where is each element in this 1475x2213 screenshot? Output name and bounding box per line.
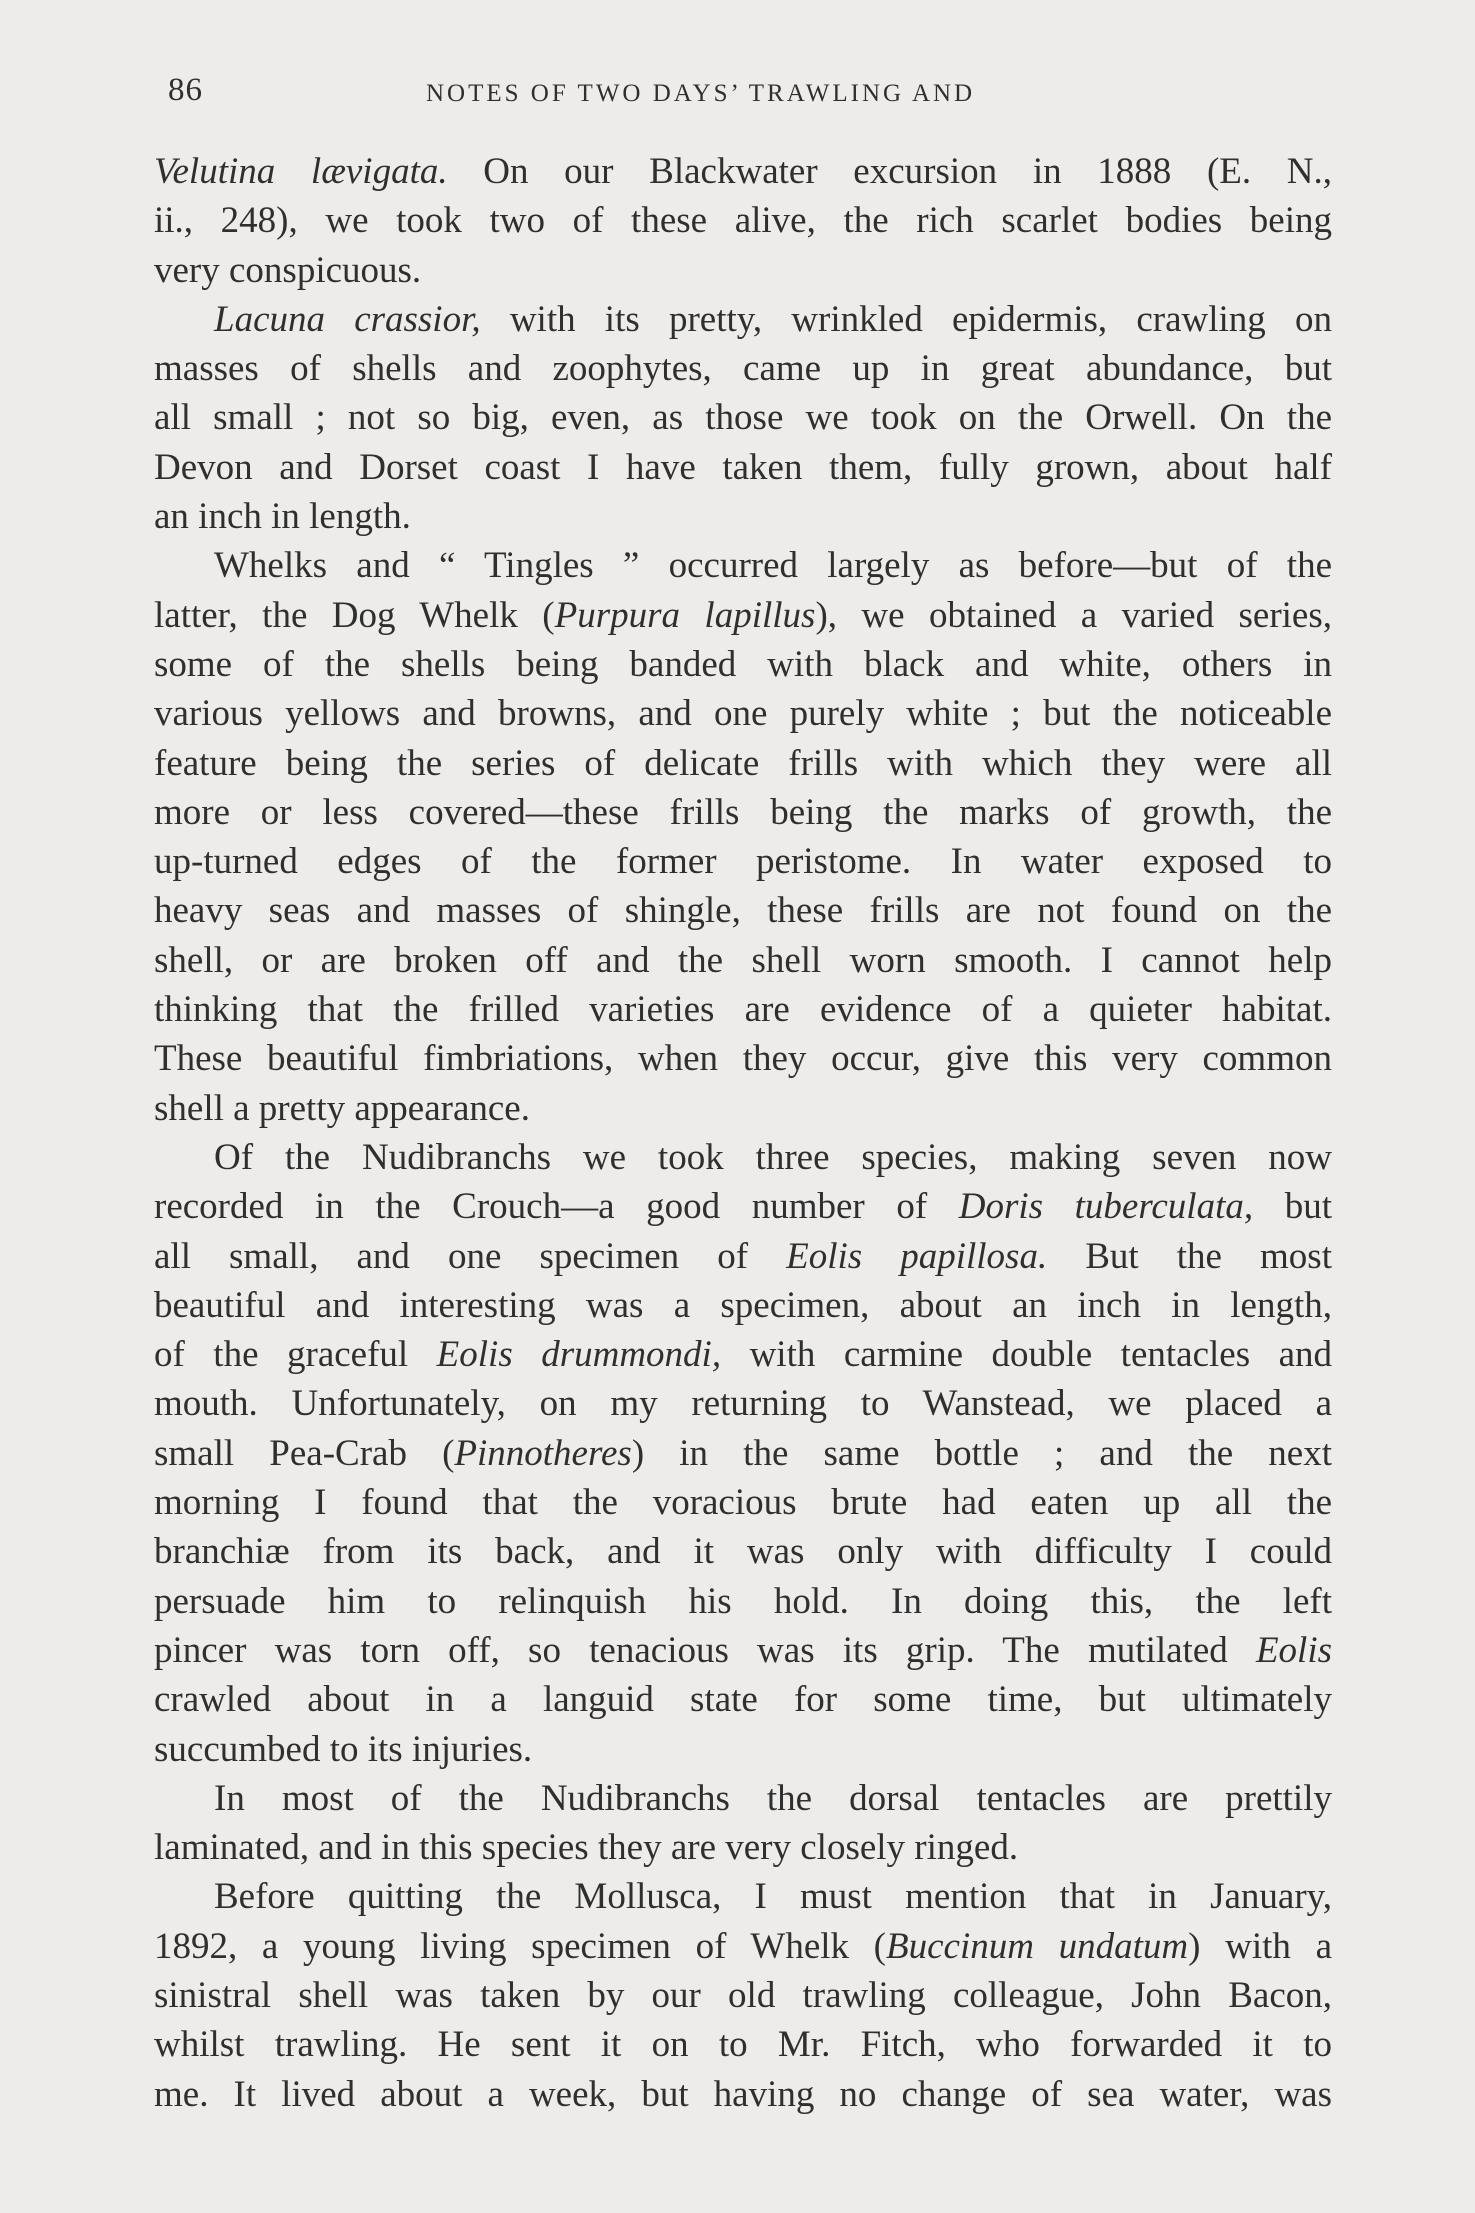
- text-line: [154, 886, 1332, 935]
- text-segment: But the most: [1047, 1235, 1332, 1277]
- text-line: [154, 393, 1332, 442]
- text-segment: up-turned edges of the former peristome. In water exposed to: [154, 841, 1332, 883]
- text-line: [154, 246, 1332, 295]
- text-line: [154, 1872, 1332, 1921]
- text-segment: an inch in length.: [154, 496, 411, 538]
- text-line: [154, 1527, 1332, 1576]
- text-segment: ii., 248), we took two of these alive, the rich scarlet bodies being: [154, 200, 1332, 242]
- text-segment: morning I found that the voracious brute had eaten up all the: [154, 1482, 1332, 1524]
- text-segment: small Pea-Crab (: [154, 1432, 455, 1474]
- text-line: [154, 2070, 1332, 2119]
- text-segment: masses of shells and zoophytes, came up in great abundance, but: [154, 348, 1332, 390]
- text-segment: Devon and Dorset coast I have taken them, fully grown, about half: [154, 446, 1332, 488]
- text-line: [154, 1232, 1332, 1281]
- text-segment: ), we obtained a varied series,: [815, 594, 1332, 636]
- text-segment: ) with a: [1188, 1925, 1332, 1967]
- text-segment: feature being the series of delicate frills with which they were all: [154, 742, 1332, 784]
- body-text: [154, 147, 1332, 2119]
- text-line: [154, 788, 1332, 837]
- text-segment: recorded in the Crouch—a good number of: [154, 1186, 959, 1228]
- text-segment: On our Blackwater excursion in 1888 (E. N.,: [447, 151, 1333, 192]
- text-line: [154, 196, 1332, 245]
- text-segment: Whelks and “ Tingles ” occurred largely as before—but of the: [214, 545, 1332, 587]
- text-segment: shell a pretty appearance.: [154, 1087, 530, 1129]
- text-segment: very conspicuous.: [154, 249, 422, 291]
- text-segment: of the graceful: [154, 1334, 437, 1376]
- italic-text: Velutina lævigata.: [154, 151, 448, 192]
- text-line: [154, 344, 1332, 393]
- text-segment: pincer was torn off, so tenacious was its grip. The mutilated: [154, 1629, 1256, 1671]
- text-segment: more or less covered—these frills being the marks of growth, the: [154, 791, 1332, 833]
- text-segment: crawled about in a languid state for some time, but ultimately: [154, 1679, 1332, 1721]
- text-segment: some of the shells being banded with black and white, others in: [154, 643, 1332, 685]
- italic-text: Purpura lapillus: [554, 594, 816, 636]
- text-line: [154, 541, 1332, 590]
- text-segment: all small ; not so big, even, as those we took on the Orwell. On the: [154, 397, 1332, 439]
- text-line: [154, 1675, 1332, 1724]
- text-line: [154, 591, 1332, 640]
- text-line: [154, 1182, 1332, 1231]
- text-segment: whilst trawling. He sent it on to Mr. Fitch, who forwarded it to: [154, 2024, 1332, 2066]
- text-line: [154, 689, 1332, 738]
- text-line: [154, 443, 1332, 492]
- text-line: [154, 1725, 1332, 1774]
- text-segment: sinistral shell was taken by our old trawling colleague, John Bacon,: [154, 1974, 1332, 2016]
- text-line: [154, 2020, 1332, 2069]
- running-title: NOTES OF TWO DAYS’ TRAWLING AND: [426, 80, 976, 107]
- text-line: [154, 1971, 1332, 2020]
- text-segment: succumbed to its injuries.: [154, 1728, 533, 1770]
- text-segment: persuade him to relinquish his hold. In doing this, the left: [154, 1580, 1332, 1622]
- text-segment: ) in the same bottle ; and the next: [631, 1432, 1332, 1474]
- italic-text: Eolis papillosa.: [786, 1235, 1048, 1277]
- text-segment: me. It lived about a week, but having no change of sea water, was: [154, 2073, 1332, 2115]
- text-line: [154, 837, 1332, 886]
- page-number: 86: [168, 72, 203, 108]
- text-segment: branchiæ from its back, and it was only with difficulty I could: [154, 1531, 1332, 1573]
- text-segment: thinking that the frilled varieties are evidence of a quieter habitat.: [154, 989, 1332, 1031]
- text-line: [154, 1922, 1332, 1971]
- text-line: [154, 1330, 1332, 1379]
- italic-text: Lacuna crassior,: [214, 298, 481, 340]
- text-segment: all small, and one specimen of: [154, 1235, 787, 1277]
- text-line: [154, 1577, 1332, 1626]
- text-line: [154, 640, 1332, 689]
- text-segment: mouth. Unfortunately, on my returning to Wanstead, we placed a: [154, 1383, 1332, 1425]
- italic-text: Eolis: [1255, 1629, 1332, 1671]
- text-segment: heavy seas and masses of shingle, these frills are not found on the: [154, 890, 1332, 932]
- running-head: [168, 72, 1330, 116]
- text-line: [154, 147, 1332, 196]
- text-line: [154, 739, 1332, 788]
- text-line: [154, 1034, 1332, 1083]
- text-segment: with its pretty, wrinkled epidermis, crawling on: [480, 298, 1332, 340]
- text-line: [154, 1379, 1332, 1428]
- text-line: [154, 1133, 1332, 1182]
- text-line: [154, 1626, 1332, 1675]
- text-segment: Of the Nudibranchs we took three species, making seven now: [214, 1136, 1332, 1178]
- italic-text: Pinnotheres: [454, 1432, 632, 1474]
- text-segment: shell, or are broken off and the shell worn smooth. I cannot help: [154, 939, 1332, 981]
- text-line: [154, 492, 1332, 541]
- text-segment: beautiful and interesting was a specimen, about an inch in length,: [154, 1284, 1332, 1326]
- text-line: [154, 1429, 1332, 1478]
- text-segment: with carmine double tentacles and: [721, 1334, 1332, 1376]
- text-line: [154, 1823, 1332, 1872]
- text-segment: latter, the Dog Whelk (: [154, 594, 555, 636]
- text-segment: laminated, and in this species they are very closely ringed.: [154, 1827, 1019, 1869]
- italic-text: Buccinum undatum: [886, 1925, 1189, 1967]
- italic-text: Eolis drummondi,: [436, 1334, 722, 1376]
- text-line: [154, 936, 1332, 985]
- text-segment: various yellows and browns, and one purely white ; but the noticeable: [154, 693, 1332, 735]
- italic-text: Doris tuberculata,: [958, 1186, 1254, 1228]
- text-line: [154, 295, 1332, 344]
- text-segment: Before quitting the Mollusca, I must mention that in January,: [214, 1876, 1332, 1918]
- text-segment: 1892, a young living specimen of Whelk (: [154, 1925, 887, 1967]
- text-line: [154, 1774, 1332, 1823]
- text-segment: In most of the Nudibranchs the dorsal tentacles are prettily: [214, 1777, 1332, 1819]
- text-line: [154, 1281, 1332, 1330]
- text-line: [154, 1084, 1332, 1133]
- text-line: [154, 1478, 1332, 1527]
- text-segment: These beautiful fimbriations, when they occur, give this very common: [154, 1038, 1332, 1080]
- text-segment: but: [1253, 1186, 1332, 1228]
- text-line: [154, 985, 1332, 1034]
